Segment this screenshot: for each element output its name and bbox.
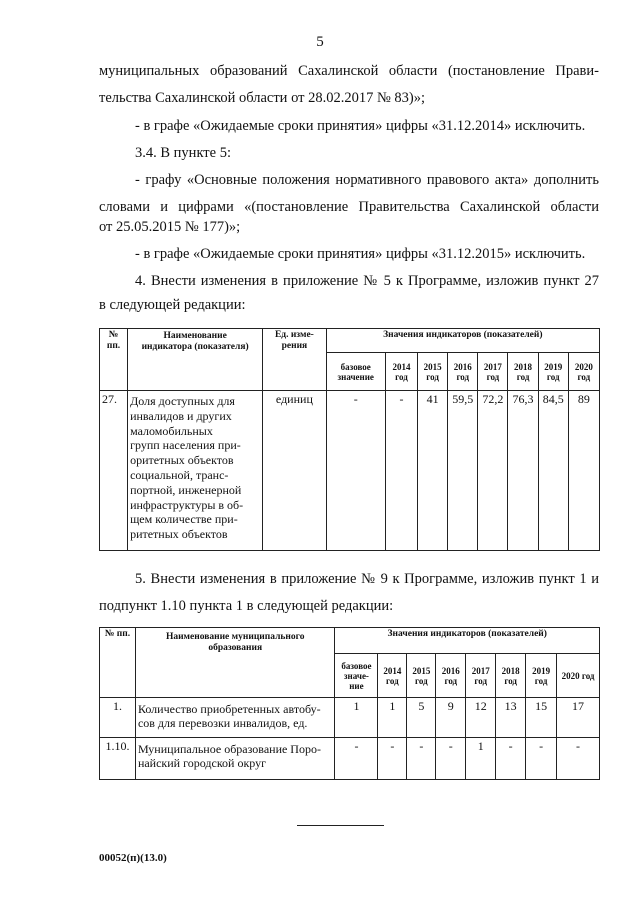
row-unit: единиц [263,391,326,551]
separator-line [297,825,384,826]
row-base-value: - [335,738,378,780]
row-value: 59,5 [448,391,478,551]
name-line: ритетных объектов [130,527,228,542]
indicator-table-buses [99,627,600,780]
header-year: 2014 год [385,353,417,391]
name-line: инфраструктуры в об- [130,497,244,512]
name-line: Муниципальное образование Поро- [137,742,321,756]
paragraph-line: - в графе «Ожидаемые сроки принятия» цифры «31.12.2015» исключить. [135,246,586,262]
table-row [100,738,600,780]
page-number: 5 [316,34,324,50]
name-line: сов для перевозки инвалидов, ед. [137,716,308,730]
name-line: Количество приобретенных автобу- [137,702,321,716]
paragraph-line: словами и цифрами «(постановление Правительства Сахалинской области [99,199,599,215]
header-year: 2019 год [538,353,568,391]
name-line: щем количестве при- [130,512,238,527]
table-row [100,391,600,551]
name-line: групп населения при- [130,438,241,453]
row-value: - [526,738,557,780]
row-indicator-name [128,391,263,551]
paragraph-line: тельства Сахалинской области от 28.02.2017 № 83)»; [99,90,426,106]
header-year: 2017 год [478,353,508,391]
row-num: 27. [100,391,128,551]
name-line: оритетных объектов [130,453,234,468]
row-value: 89 [568,391,599,551]
header-municipality-name: Наименование муниципального образования [135,628,335,698]
row-base-value: - [326,391,385,551]
row-name [135,738,335,780]
header-values-group: Значения индикаторов (показателей) [335,628,600,654]
row-num: 1.10. [100,738,136,780]
name-line: Доля доступных для [130,394,235,408]
header-base-value: базовое значение [326,353,385,391]
header-year: 2018 год [508,353,538,391]
header-base-value: базовое значе-ние [335,654,378,698]
row-value: 72,2 [478,391,508,551]
header-num: № пп. [100,329,128,391]
header-year: 2016 год [448,353,478,391]
row-value: - [436,738,466,780]
row-value: - [378,738,407,780]
header-year: 2018 год [496,654,526,698]
row-base-value: 1 [335,698,378,738]
row-num: 1. [100,698,136,738]
indicator-table-27 [99,328,600,551]
header-year: 2019 год [526,654,557,698]
header-values-group: Значения индикаторов (показателей) [326,329,599,353]
row-value: - [385,391,417,551]
row-value: 84,5 [538,391,568,551]
name-line: маломобильных [130,423,213,438]
paragraph-line: - в графе «Ожидаемые сроки принятия» цифры «31.12.2014» исключить. [135,118,586,134]
row-value: - [407,738,436,780]
paragraph-line: от 25.05.2015 № 177)»; [99,219,241,235]
row-name [135,698,335,738]
name-line: найский городской округ [137,756,267,770]
paragraph-line: - графу «Основные положения нормативного правового акта» дополнить [135,172,599,188]
row-value: 41 [418,391,448,551]
header-unit: Ед. изме-рения [263,329,326,391]
header-indicator-name: Наименование индикатора (показателя) [128,329,263,391]
paragraph-line: 4. Внести изменения в приложение № 5 к Программе, изложив пункт 27 [135,273,599,289]
header-num: № пп. [100,628,136,698]
row-value: 5 [407,698,436,738]
paragraph-line: 3.4. В пункте 5: [135,145,231,161]
row-value: - [496,738,526,780]
header-year: 2015 год [407,654,436,698]
row-value: 9 [436,698,466,738]
header-year: 2020 год [557,654,600,698]
paragraph-line: подпункт 1.10 пункта 1 в следующей редакции: [99,598,394,614]
row-value: - [557,738,600,780]
paragraph-line: муниципальных образований Сахалинской области (постановление Прави- [99,63,599,79]
paragraph-line: в следующей редакции: [99,297,246,313]
table-row [100,698,600,738]
paragraph-line: 5. Внести изменения в приложение № 9 к Программе, изложив пункт 1 и [135,571,599,587]
row-value: 12 [466,698,496,738]
header-year: 2015 год [418,353,448,391]
row-value: 1 [378,698,407,738]
row-value: 13 [496,698,526,738]
header-year: 2014 год [378,654,407,698]
header-year: 2016 год [436,654,466,698]
row-value: 1 [466,738,496,780]
name-line: портной, инженерной [130,482,242,497]
row-value: 15 [526,698,557,738]
header-year: 2017 год [466,654,496,698]
name-line: социальной, транс- [130,467,229,482]
name-line: инвалидов и других [130,408,232,423]
row-value: 76,3 [508,391,538,551]
document-code: 00052(п)(13.0) [99,852,167,864]
row-value: 17 [557,698,600,738]
header-year: 2020 год [568,353,599,391]
